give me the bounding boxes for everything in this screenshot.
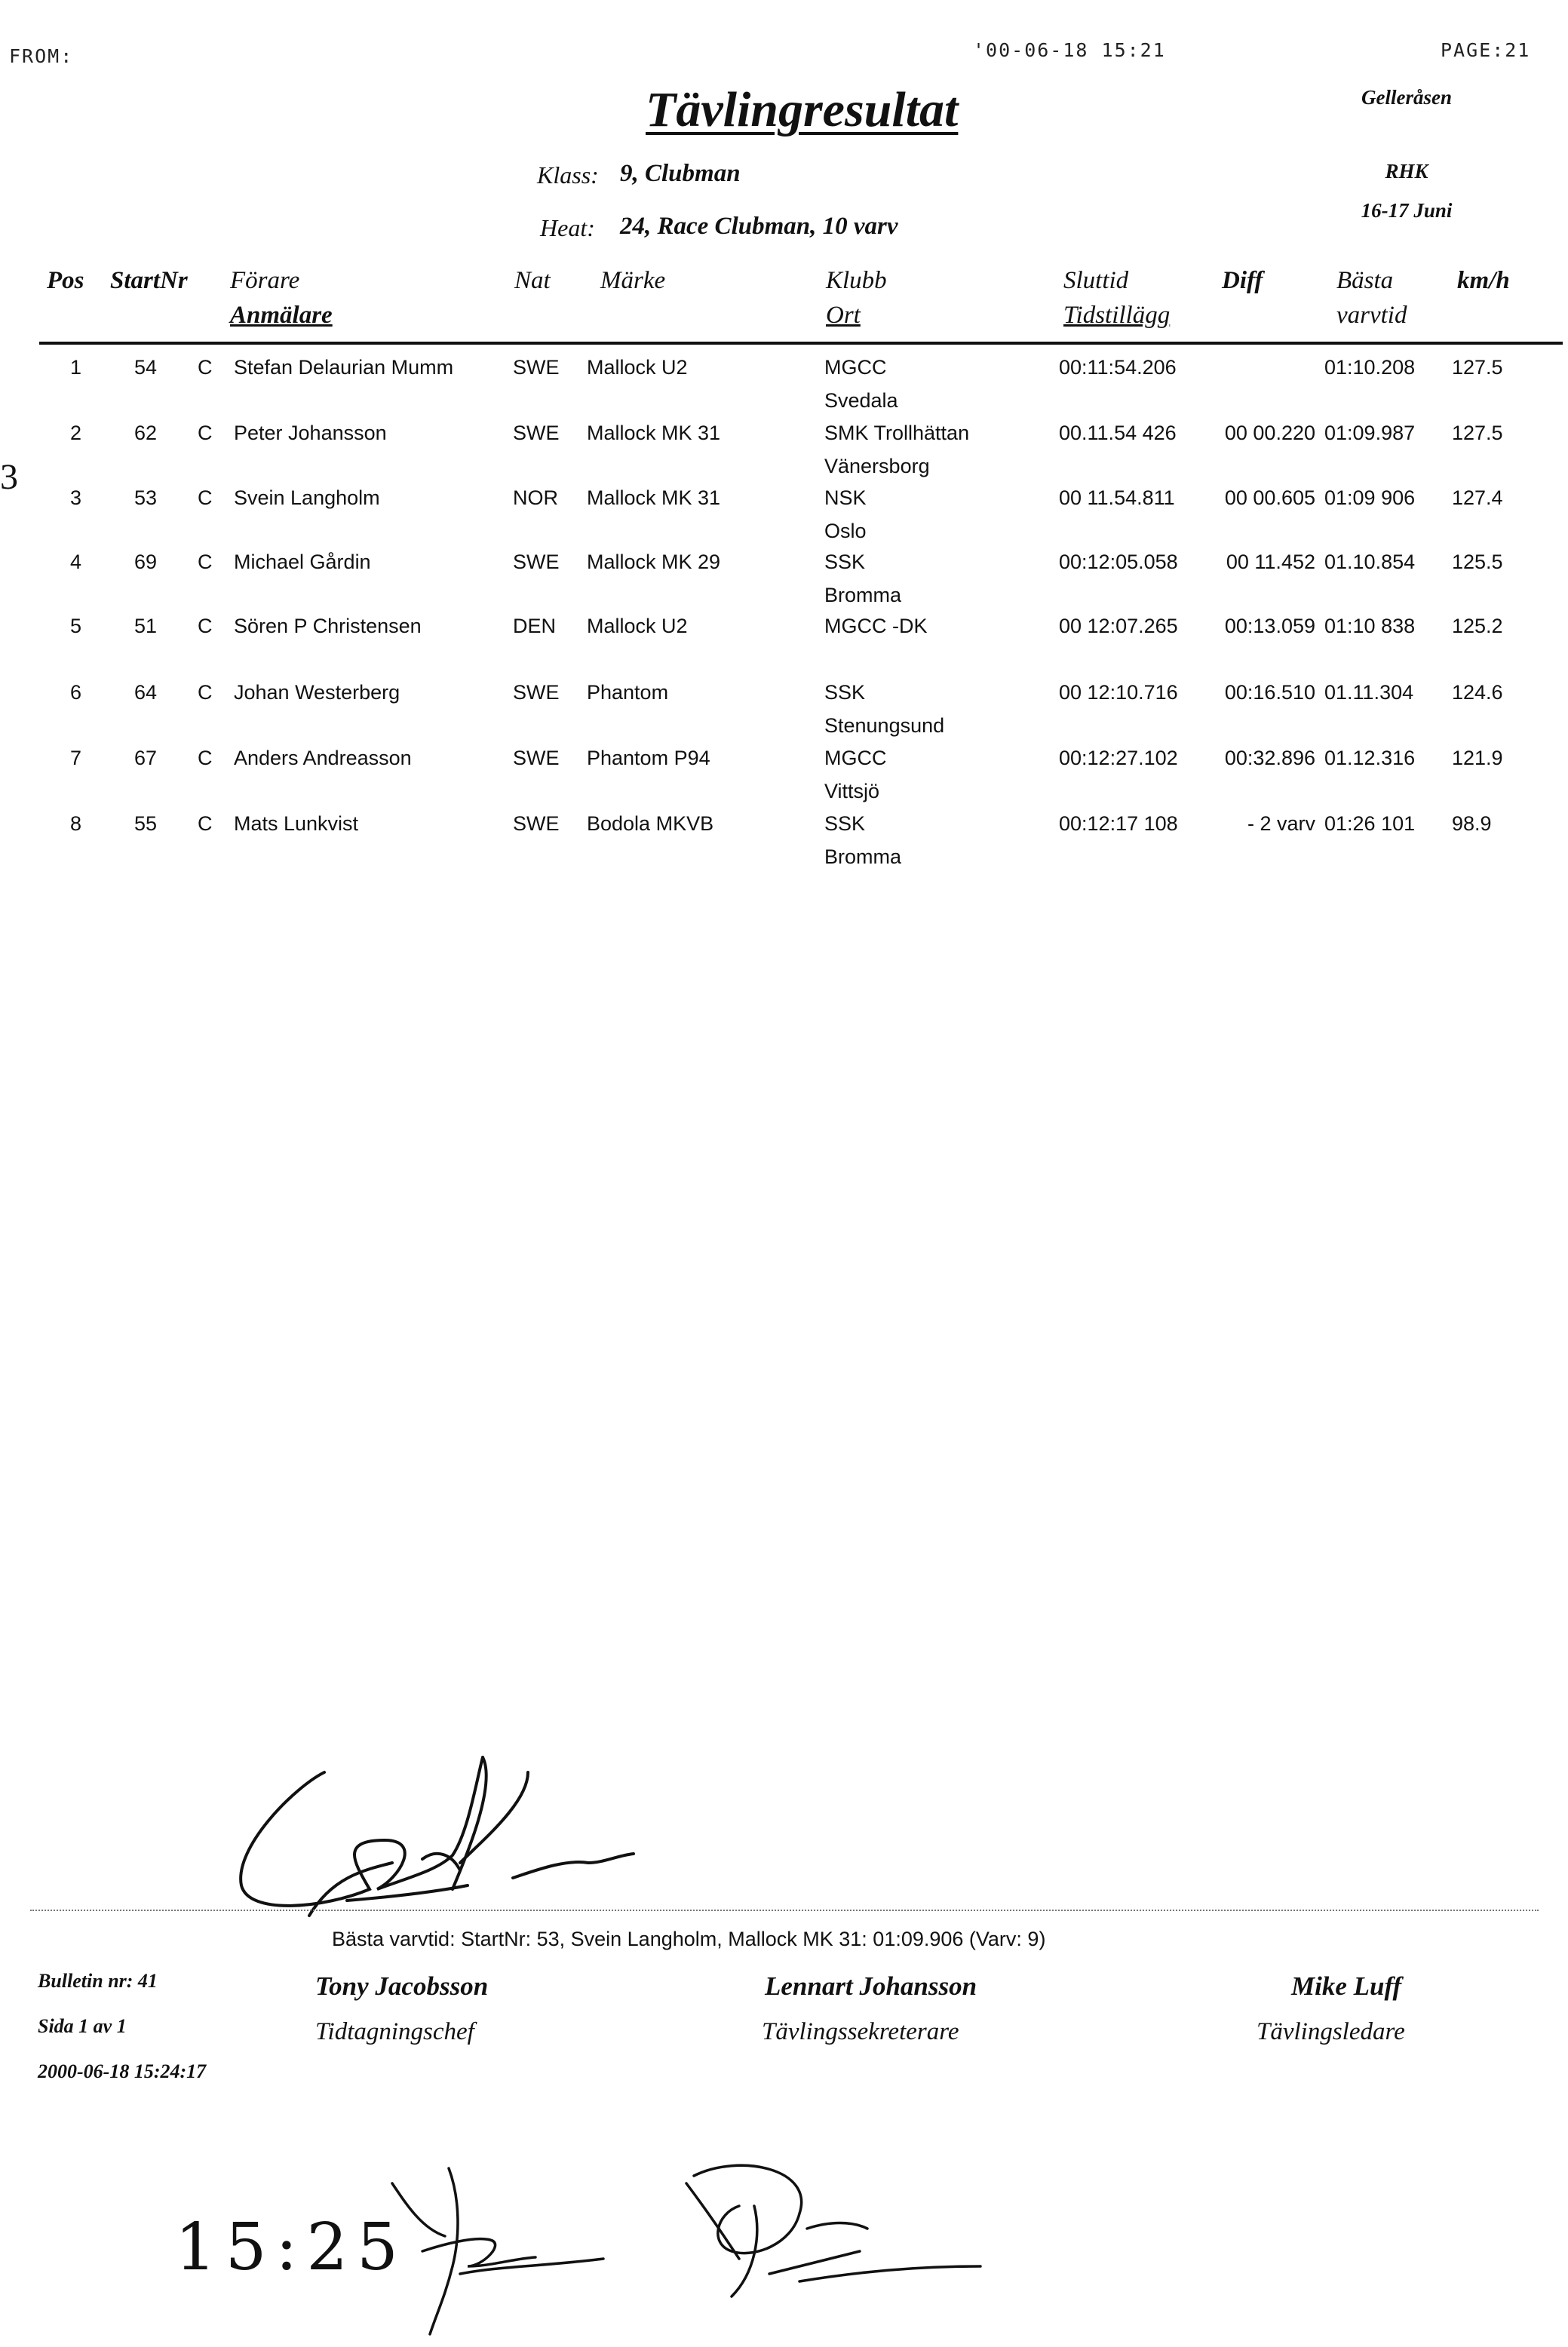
cell-car: Phantom P94 bbox=[587, 747, 710, 769]
cell-finish-time: 00:12:17 108 bbox=[1059, 812, 1178, 835]
cell-pos: 8 bbox=[69, 812, 81, 835]
header-tidstillagg: Tidstillägg bbox=[1063, 302, 1171, 329]
header-sluttid: Sluttid bbox=[1063, 267, 1129, 294]
header-nat: Nat bbox=[514, 267, 551, 294]
fax-from-label: FROM: bbox=[9, 45, 74, 67]
cell-class: C bbox=[198, 422, 213, 444]
cell-town: Vittsjö bbox=[824, 780, 880, 802]
cell-nationality: SWE bbox=[513, 422, 560, 444]
best-lap-summary: Bästa varvtid: StartNr: 53, Svein Langholm, Mallock MK 31: 01:09.906 (Varv: 9) bbox=[332, 1928, 1046, 1950]
cell-nationality: SWE bbox=[513, 356, 560, 379]
cell-town: Stenungsund bbox=[824, 714, 945, 737]
handwritten-time: 15:25 bbox=[175, 2210, 407, 2285]
cell-driver: Michael Gårdin bbox=[234, 551, 371, 573]
official-role-1: Tidtagningschef bbox=[315, 2018, 474, 2045]
cell-nationality: SWE bbox=[513, 812, 560, 835]
cell-driver: Anders Andreasson bbox=[234, 747, 412, 769]
print-timestamp: 2000-06-18 15:24:17 bbox=[38, 2060, 207, 2082]
cell-club: SSK bbox=[824, 551, 866, 573]
cell-driver: Sören P Christensen bbox=[234, 615, 422, 637]
cell-diff: - 2 varv bbox=[1247, 812, 1315, 835]
cell-driver: Peter Johansson bbox=[234, 422, 387, 444]
header-anmalare: Anmälare bbox=[230, 302, 333, 329]
cell-kmh: 98.9 bbox=[1452, 812, 1492, 835]
header-kmh: km/h bbox=[1457, 267, 1510, 294]
cell-pos: 6 bbox=[69, 681, 81, 704]
cell-best-lap: 01.12.316 bbox=[1324, 747, 1416, 769]
cell-club: MGCC bbox=[824, 356, 887, 379]
cell-best-lap: 01:10 838 bbox=[1324, 615, 1416, 637]
cell-best-lap: 01.11.304 bbox=[1324, 681, 1414, 704]
header-startnr: StartNr bbox=[110, 267, 188, 294]
header-marke: Märke bbox=[600, 267, 666, 294]
cell-startnr: 53 bbox=[133, 486, 157, 509]
cell-car: Mallock MK 31 bbox=[587, 486, 721, 509]
cell-town: Vänersborg bbox=[824, 455, 930, 477]
header-ort: Ort bbox=[826, 302, 861, 329]
document-title: Tävlingresultat bbox=[646, 82, 959, 137]
cell-finish-time: 00 12:07.265 bbox=[1059, 615, 1178, 637]
margin-mark: 3 bbox=[0, 457, 18, 497]
cell-startnr: 54 bbox=[133, 356, 157, 379]
official-name-3: Mike Luff bbox=[1291, 1971, 1402, 2001]
cell-nationality: SWE bbox=[513, 551, 560, 573]
cell-diff: 00:16.510 bbox=[1224, 681, 1315, 704]
signature-tidtagningschef bbox=[211, 1727, 649, 1923]
cell-startnr: 67 bbox=[133, 747, 157, 769]
cell-kmh: 127.5 bbox=[1452, 422, 1503, 444]
cell-kmh: 127.4 bbox=[1452, 486, 1503, 509]
cell-town: Svedala bbox=[824, 389, 898, 412]
cell-kmh: 127.5 bbox=[1452, 356, 1503, 379]
official-role-2: Tävlingssekreterare bbox=[762, 2018, 959, 2045]
cell-finish-time: 00:11:54.206 bbox=[1059, 356, 1177, 379]
cell-driver: Stefan Delaurian Mumm bbox=[234, 356, 454, 379]
cell-kmh: 124.6 bbox=[1452, 681, 1503, 704]
klass-value: 9, Clubman bbox=[620, 160, 741, 187]
cell-diff: 00 00.220 bbox=[1224, 422, 1315, 444]
cell-diff: 00 00.605 bbox=[1224, 486, 1315, 509]
header-basta: Bästa bbox=[1336, 267, 1394, 294]
cell-class: C bbox=[198, 486, 213, 509]
cell-best-lap: 01:10.208 bbox=[1324, 356, 1416, 379]
official-name-2: Lennart Johansson bbox=[765, 1971, 977, 2001]
cell-car: Bodola MKVB bbox=[587, 812, 714, 835]
fax-datetime: '00-06-18 15:21 bbox=[973, 39, 1166, 61]
page-count: Sida 1 av 1 bbox=[38, 2015, 127, 2037]
cell-pos: 4 bbox=[69, 551, 81, 573]
cell-car: Mallock U2 bbox=[587, 615, 688, 637]
cell-startnr: 62 bbox=[133, 422, 157, 444]
official-name-1: Tony Jacobsson bbox=[315, 1971, 489, 2001]
header-pos: Pos bbox=[47, 267, 84, 294]
cell-nationality: SWE bbox=[513, 747, 560, 769]
cell-town: Bromma bbox=[824, 584, 902, 606]
fax-page-number: PAGE:21 bbox=[1441, 39, 1531, 61]
cell-car: Mallock MK 31 bbox=[587, 422, 721, 444]
cell-driver: Mats Lunkvist bbox=[234, 812, 359, 835]
cell-nationality: SWE bbox=[513, 681, 560, 704]
cell-club: SSK bbox=[824, 812, 866, 835]
cell-class: C bbox=[198, 551, 213, 573]
cell-nationality: NOR bbox=[513, 486, 558, 509]
header-diff: Diff bbox=[1222, 267, 1263, 294]
dotted-separator bbox=[30, 1910, 1539, 1911]
bulletin-number: Bulletin nr: 41 bbox=[38, 1970, 158, 1992]
cell-startnr: 64 bbox=[133, 681, 157, 704]
header-rule bbox=[39, 342, 1563, 345]
cell-class: C bbox=[198, 812, 213, 835]
cell-class: C bbox=[198, 747, 213, 769]
cell-town: Bromma bbox=[824, 845, 902, 868]
cell-diff: 00:13.059 bbox=[1224, 615, 1315, 637]
header-varvtid: varvtid bbox=[1336, 302, 1407, 329]
organizer: RHK bbox=[1385, 160, 1428, 183]
cell-finish-time: 00 12:10.716 bbox=[1059, 681, 1178, 704]
cell-startnr: 51 bbox=[133, 615, 157, 637]
cell-startnr: 69 bbox=[133, 551, 157, 573]
cell-class: C bbox=[198, 615, 213, 637]
klass-label: Klass: bbox=[537, 161, 599, 189]
cell-finish-time: 00:12:05.058 bbox=[1059, 551, 1178, 573]
event-dates: 16-17 Juni bbox=[1361, 199, 1453, 222]
cell-club: MGCC -DK bbox=[824, 615, 928, 637]
cell-best-lap: 01:09.987 bbox=[1324, 422, 1416, 444]
cell-class: C bbox=[198, 681, 213, 704]
cell-club: MGCC bbox=[824, 747, 887, 769]
official-role-3: Tävlingsledare bbox=[1257, 2018, 1405, 2045]
cell-startnr: 55 bbox=[133, 812, 157, 835]
cell-nationality: DEN bbox=[513, 615, 557, 637]
cell-finish-time: 00 11.54.811 bbox=[1059, 486, 1175, 509]
cell-club: SSK bbox=[824, 681, 866, 704]
bottom-signatures bbox=[377, 2153, 1026, 2342]
cell-best-lap: 01:09 906 bbox=[1324, 486, 1416, 509]
heat-value: 24, Race Clubman, 10 varv bbox=[620, 213, 898, 240]
venue: Gelleråsen bbox=[1361, 86, 1452, 109]
cell-car: Mallock MK 29 bbox=[587, 551, 721, 573]
cell-driver: Svein Langholm bbox=[234, 486, 380, 509]
heat-label: Heat: bbox=[540, 214, 595, 241]
header-forare: Förare bbox=[230, 267, 300, 294]
cell-club: NSK bbox=[824, 486, 867, 509]
header-klubb: Klubb bbox=[826, 267, 887, 294]
cell-kmh: 125.5 bbox=[1452, 551, 1503, 573]
cell-finish-time: 00:12:27.102 bbox=[1059, 747, 1178, 769]
cell-pos: 1 bbox=[69, 356, 81, 379]
cell-pos: 3 bbox=[69, 486, 81, 509]
cell-car: Mallock U2 bbox=[587, 356, 688, 379]
cell-diff: 00 11.452 bbox=[1226, 551, 1315, 573]
cell-kmh: 125.2 bbox=[1452, 615, 1503, 637]
cell-pos: 5 bbox=[69, 615, 81, 637]
cell-pos: 2 bbox=[69, 422, 81, 444]
cell-car: Phantom bbox=[587, 681, 669, 704]
cell-pos: 7 bbox=[69, 747, 81, 769]
cell-diff: 00:32.896 bbox=[1224, 747, 1315, 769]
cell-kmh: 121.9 bbox=[1452, 747, 1503, 769]
cell-best-lap: 01.10.854 bbox=[1324, 551, 1416, 573]
cell-best-lap: 01:26 101 bbox=[1324, 812, 1416, 835]
cell-town: Oslo bbox=[824, 520, 867, 542]
cell-driver: Johan Westerberg bbox=[234, 681, 400, 704]
cell-finish-time: 00.11.54 426 bbox=[1059, 422, 1177, 444]
cell-class: C bbox=[198, 356, 213, 379]
cell-club: SMK Trollhättan bbox=[824, 422, 970, 444]
